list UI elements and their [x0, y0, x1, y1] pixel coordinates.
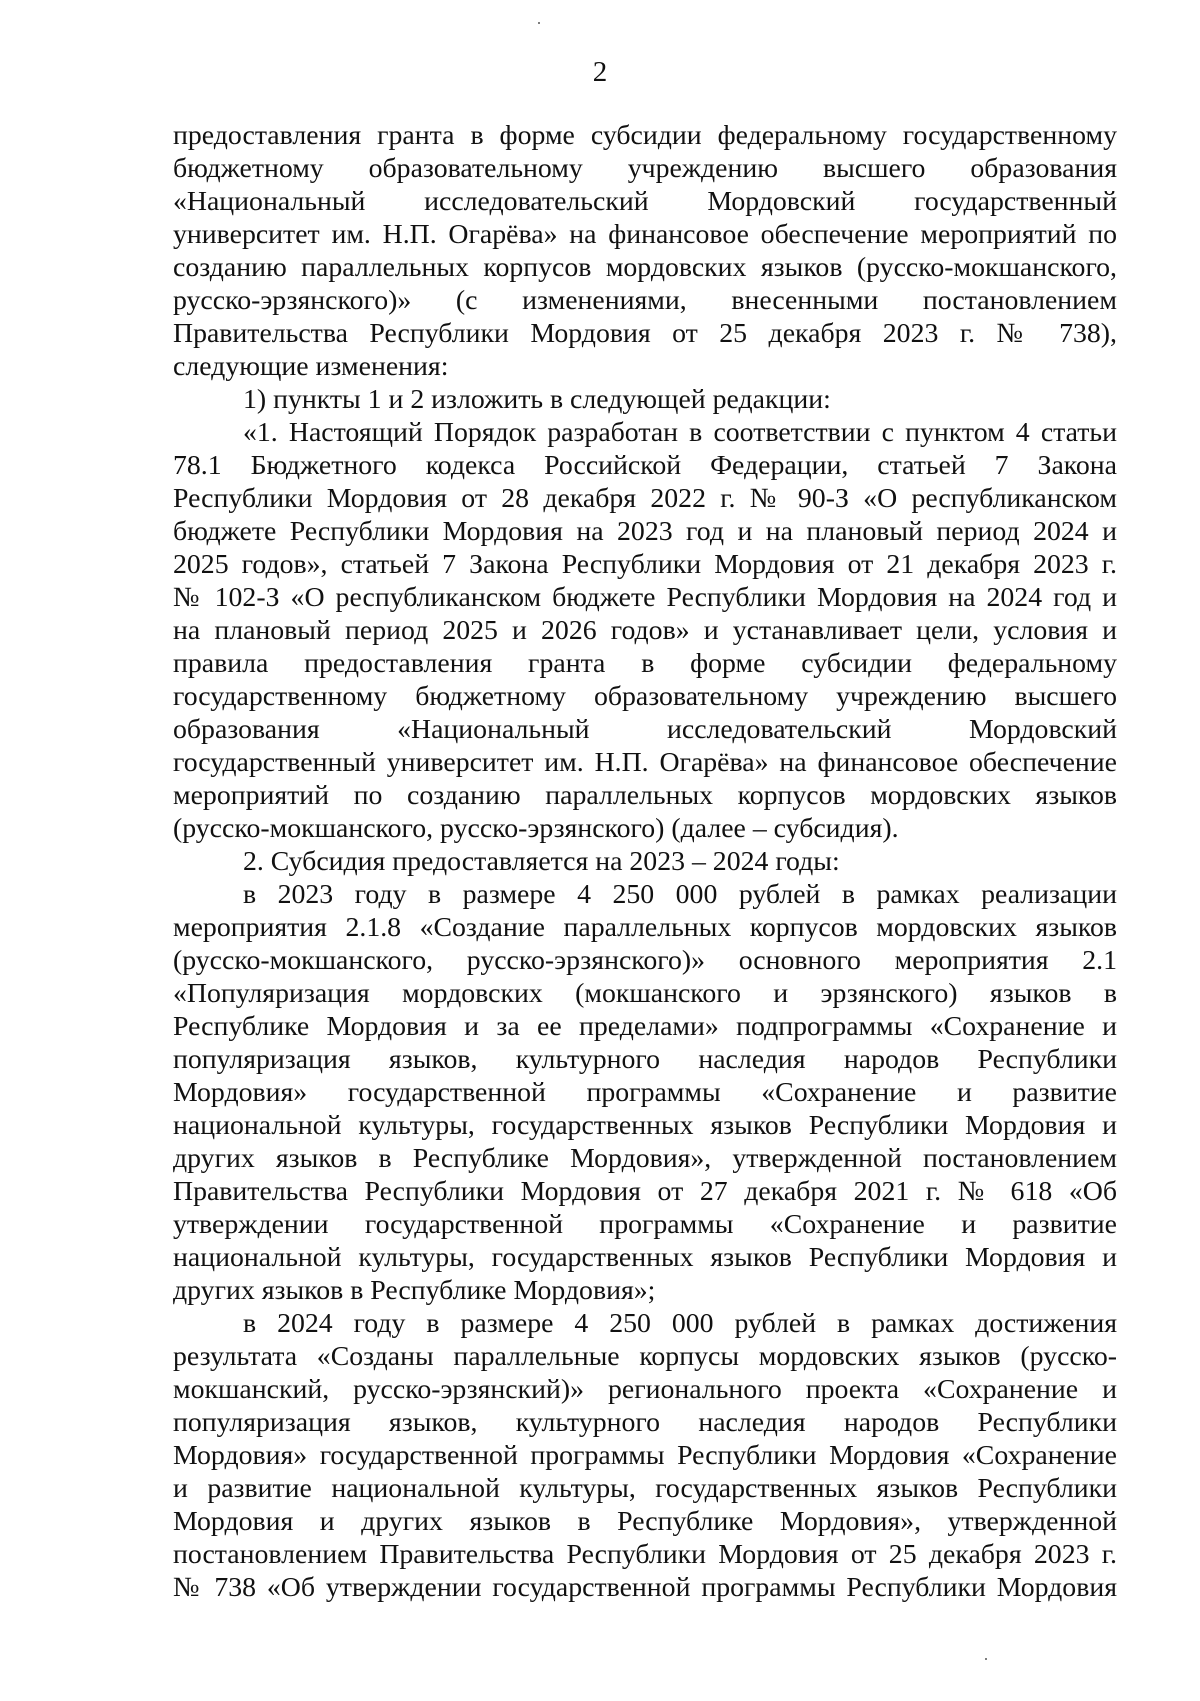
- text-line: следующие изменения:: [173, 351, 449, 382]
- text-line: результата «Созданы параллельные корпусы мордовских языков (русско-: [173, 1341, 1117, 1372]
- document-body: [173, 119, 1117, 1604]
- text-line: бюджетному образовательному учреждению высшего образования: [173, 153, 1117, 184]
- text-line: популяризация языков, культурного наследия народов Республики: [173, 1407, 1117, 1438]
- text-line: Правительства Республики Мордовия от 25 декабря 2023 г. № 738),: [173, 318, 1117, 349]
- text-line: № 738 «Об утверждении государственной программы Республики Мордовия: [173, 1572, 1117, 1603]
- text-line: мероприятий по созданию параллельных корпусов мордовских языков: [173, 780, 1117, 811]
- text-line: мероприятия 2.1.8 «Создание параллельных корпусов мордовских языков: [173, 912, 1117, 943]
- text-line: 78.1 Бюджетного кодекса Российской Федерации, статьей 7 Закона: [173, 450, 1117, 481]
- text-line: «Национальный исследовательский Мордовский государственный: [173, 186, 1117, 217]
- text-line: в 2024 году в размере 4 250 000 рублей в рамках достижения: [243, 1308, 1117, 1339]
- text-line: национальной культуры, государственных языков Республики Мордовия и: [173, 1242, 1117, 1273]
- text-line: Республики Мордовия от 28 декабря 2022 г. № 90-З «О республиканском: [173, 483, 1117, 514]
- text-line: популяризация языков, культурного наследия народов Республики: [173, 1044, 1117, 1075]
- text-line: русско-эрзянского)» (с изменениями, внесенными постановлением: [173, 285, 1117, 316]
- text-line: университет им. Н.П. Огарёва» на финансовое обеспечение мероприятий по: [173, 219, 1117, 250]
- text-line: мокшанский, русско-эрзянский)» регионального проекта «Сохранение и: [173, 1374, 1117, 1405]
- text-line: Мордовия» государственной программы Республики Мордовия «Сохранение: [173, 1440, 1117, 1471]
- text-line: национальной культуры, государственных языков Республики Мордовия и: [173, 1110, 1117, 1141]
- text-line: и развитие национальной культуры, государственных языков Республики: [173, 1473, 1117, 1504]
- text-line: Республике Мордовия и за ее пределами» подпрограммы «Сохранение и: [173, 1011, 1117, 1042]
- text-line: (русско-мокшанского, русско-эрзянского) (далее – субсидия).: [173, 813, 899, 844]
- text-line: созданию параллельных корпусов мордовских языков (русско-мокшанского,: [173, 252, 1117, 283]
- text-line: Мордовия» государственной программы «Сохранение и развитие: [173, 1077, 1117, 1108]
- text-line: других языков в Республике Мордовия»;: [173, 1275, 656, 1306]
- text-line: в 2023 году в размере 4 250 000 рублей в рамках реализации: [243, 879, 1117, 910]
- text-line: постановлением Правительства Республики Мордовия от 25 декабря 2023 г.: [173, 1539, 1117, 1570]
- text-line: (русско-мокшанского, русско-эрзянского)» основного мероприятия 2.1: [173, 945, 1117, 976]
- text-line: утверждении государственной программы «Сохранение и развитие: [173, 1209, 1117, 1240]
- text-line: предоставления гранта в форме субсидии федеральному государственному: [173, 120, 1117, 151]
- text-line: 1) пункты 1 и 2 изложить в следующей редакции:: [243, 384, 831, 415]
- page-number: 2: [592, 56, 608, 88]
- text-line: «1. Настоящий Порядок разработан в соответствии с пунктом 4 статьи: [243, 417, 1117, 448]
- text-line: других языков в Республике Мордовия», утвержденной постановлением: [173, 1143, 1117, 1174]
- text-line: «Популяризация мордовских (мокшанского и эрзянского) языков в: [173, 978, 1117, 1009]
- text-line: правила предоставления гранта в форме субсидии федеральному: [173, 648, 1117, 679]
- text-line: 2025 годов», статьей 7 Закона Республики Мордовия от 21 декабря 2023 г.: [173, 549, 1117, 580]
- scan-speck: [538, 22, 540, 24]
- text-line: государственному бюджетному образовательному учреждению высшего: [173, 681, 1117, 712]
- text-line: Мордовия и других языков в Республике Мордовия», утвержденной: [173, 1506, 1117, 1537]
- scan-speck: [985, 1658, 987, 1660]
- text-line: бюджете Республики Мордовия на 2023 год и на плановый период 2024 и: [173, 516, 1117, 547]
- text-line: 2. Субсидия предоставляется на 2023 – 2024 годы:: [243, 846, 840, 877]
- text-line: на плановый период 2025 и 2026 годов» и устанавливает цели, условия и: [173, 615, 1117, 646]
- text-line: образования «Национальный исследовательский Мордовский: [173, 714, 1117, 745]
- text-line: № 102-З «О республиканском бюджете Республики Мордовия на 2024 год и: [173, 582, 1117, 613]
- text-line: государственный университет им. Н.П. Огарёва» на финансовое обеспечение: [173, 747, 1117, 778]
- text-line: Правительства Республики Мордовия от 27 декабря 2021 г. № 618 «Об: [173, 1176, 1117, 1207]
